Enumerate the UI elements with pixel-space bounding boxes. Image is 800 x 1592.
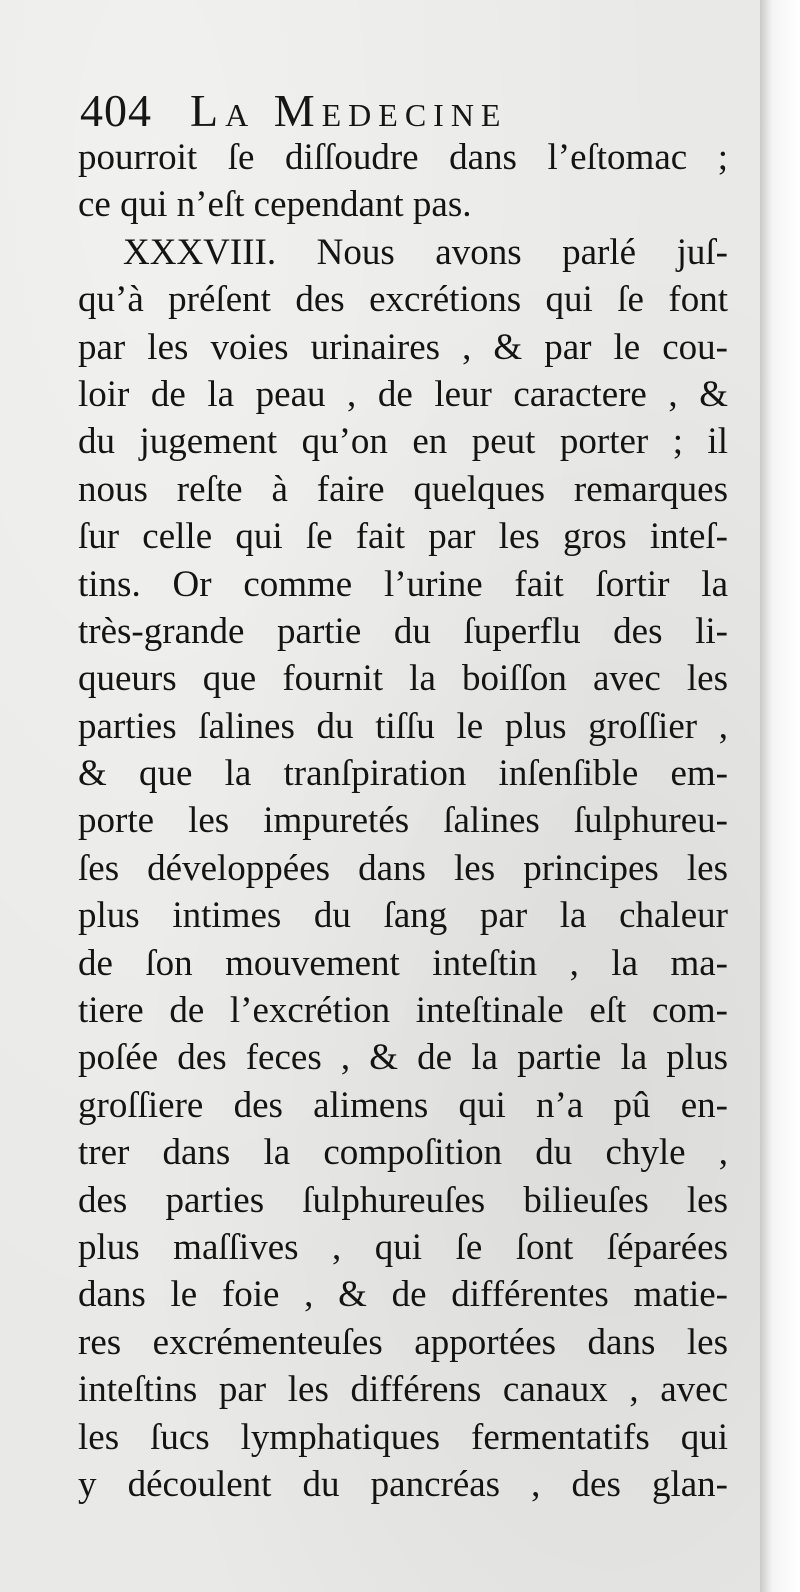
- text-line: trer dans la compoſition du chyle ,: [78, 1132, 728, 1174]
- text-line: pourroit ſe diſſoudre dans l’eſtomac ;: [78, 137, 728, 178]
- text-line: ſes développées dans les principes les: [78, 847, 728, 889]
- body-text: [78, 134, 728, 1508]
- text-line: du jugement qu’on en peut porter ; il: [78, 421, 728, 463]
- text-line: y découlent du pancréas , des glan-: [78, 1463, 728, 1505]
- text-line: tiere de l’excrétion inteſtinale eſt com-: [78, 990, 728, 1032]
- text-line: loir de la peau , de leur caractere , &: [78, 373, 728, 415]
- text-line: inteſtins par les différens canaux , avec: [78, 1369, 728, 1411]
- text-line: & que la tranſpiration inſenſible em-: [78, 753, 728, 795]
- page-header: [80, 84, 507, 140]
- text-line: très-grande partie du ſuperflu des li-: [78, 610, 728, 652]
- page-number: 404: [80, 85, 152, 136]
- text-line: plus intimes du ſang par la chaleur: [78, 895, 728, 937]
- text-line: poſée des feces , & de la partie la plus: [78, 1037, 728, 1079]
- text-line: XXXVIII. Nous avons parlé juſ-: [123, 231, 728, 273]
- page-edge-shadow: [760, 0, 800, 1592]
- text-line: porte les impuretés ſalines ſulphureu-: [78, 800, 728, 842]
- text-line: les ſucs lymphatiques fermentatifs qui: [78, 1416, 728, 1458]
- text-line: res excrémenteuſes apportées dans les: [78, 1321, 728, 1363]
- text-line: des parties ſulphureuſes bilieuſes les: [78, 1179, 728, 1221]
- text-line: nous reſte à faire quelques remarques: [78, 468, 728, 510]
- running-head: La Medecine: [190, 85, 508, 136]
- text-line: groſſiere des alimens qui n’a pû en-: [78, 1084, 728, 1126]
- text-line: plus maſſives , qui ſe ſont ſéparées: [78, 1226, 728, 1268]
- text-line: queurs que fournit la boiſſon avec les: [78, 658, 728, 700]
- text-line: ce qui n’eſt cependant pas.: [78, 184, 472, 226]
- text-line: ſur celle qui ſe fait par les gros inteſ-: [78, 516, 728, 558]
- text-line: qu’à préſent des excrétions qui ſe font: [78, 279, 728, 321]
- text-line: parties ſalines du tiſſu le plus groſſier ,: [78, 705, 728, 747]
- text-line: tins. Or comme l’urine fait ſortir la: [78, 563, 728, 605]
- text-line: de ſon mouvement inteſtin , la ma-: [78, 942, 728, 984]
- text-line: par les voies urinaires , & par le cou-: [78, 326, 728, 368]
- text-line: dans le foie , & de différentes matie-: [78, 1274, 728, 1316]
